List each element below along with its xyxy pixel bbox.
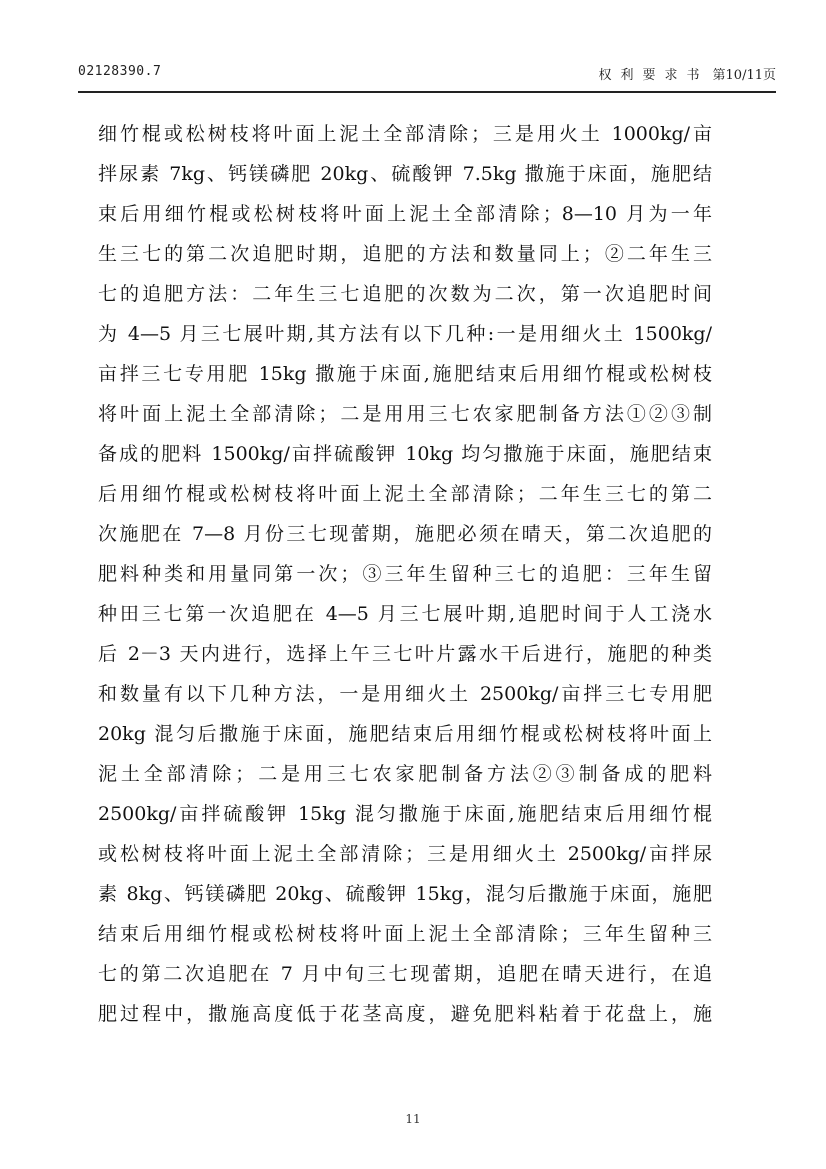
text-line: 泥土全部清除；二是用三七农家肥制备方法②③制备成的肥料 (98, 763, 712, 785)
text-line: 生三七的第二次追肥时期，追肥的方法和数量同上；②二年生三 (98, 243, 712, 265)
text-line: 素 8kg、钙镁磷肥 20kg、硫酸钾 15kg，混匀后撒施于床面，施肥 (98, 883, 712, 905)
document-title: 权利要求书 (598, 68, 709, 83)
text-line: 亩拌三七专用肥 15kg 撒施于床面,施肥结束后用细竹棍或松树枝 (98, 363, 712, 385)
page-label: 第10/11页 (712, 68, 776, 83)
text-line: 肥料种类和用量同第一次；③三年生留种三七的追肥：三年生留 (98, 563, 712, 585)
claims-body (98, 114, 712, 1034)
text-line: 备成的肥料 1500kg/亩拌硫酸钾 10kg 均匀撒施于床面，施肥结束 (98, 443, 712, 465)
text-line: 种田三七第一次追肥在 4—5 月三七展叶期,追肥时间于人工浇水 (98, 603, 712, 625)
text-line: 为 4—5 月三七展叶期,其方法有以下几种:一是用细火土 1500kg/ (98, 323, 712, 345)
text-line: 和数量有以下几种方法，一是用细火土 2500kg/亩拌三七专用肥 (98, 683, 712, 705)
text-line: 七的追肥方法：二年生三七追肥的次数为二次，第一次追肥时间 (98, 283, 712, 305)
text-line: 或松树枝将叶面上泥土全部清除；三是用细火土 2500kg/亩拌尿 (98, 843, 712, 865)
text-line: 2500kg/亩拌硫酸钾 15kg 混匀撒施于床面,施肥结束后用细竹棍 (98, 803, 712, 825)
application-number: 02128390.7 (78, 64, 162, 79)
text-line: 拌尿素 7kg、钙镁磷肥 20kg、硫酸钾 7.5kg 撒施于床面，施肥结 (98, 163, 712, 185)
page-header (78, 64, 776, 86)
text-line: 七的第二次追肥在 7 月中旬三七现蕾期，追肥在晴天进行，在追 (98, 963, 712, 985)
text-line: 次施肥在 7—8 月份三七现蕾期，施肥必须在晴天，第二次追肥的 (98, 523, 712, 545)
header-right (599, 64, 776, 83)
text-line: 细竹棍或松树枝将叶面上泥土全部清除；三是用火土 1000kg/亩 (98, 123, 712, 145)
text-line: 结束后用细竹棍或松树枝将叶面上泥土全部清除；三年生留种三 (98, 923, 712, 945)
text-line: 20kg 混匀后撒施于床面，施肥结束后用细竹棍或松树枝将叶面上 (98, 723, 712, 745)
text-line: 将叶面上泥土全部清除；二是用用三七农家肥制备方法①②③制 (98, 403, 712, 425)
header-rule (78, 91, 776, 93)
page-number: 11 (405, 1112, 421, 1126)
text-line: 肥过程中，撒施高度低于花茎高度，避免肥料粘着于花盘上，施 (98, 1003, 712, 1025)
text-line: 后 2－3 天内进行，选择上午三七叶片露水干后进行，施肥的种类 (98, 643, 712, 665)
text-line: 后用细竹棍或松树枝将叶面上泥土全部清除；二年生三七的第二 (98, 483, 712, 505)
text-line: 束后用细竹棍或松树枝将叶面上泥土全部清除；8—10 月为一年 (98, 203, 712, 225)
